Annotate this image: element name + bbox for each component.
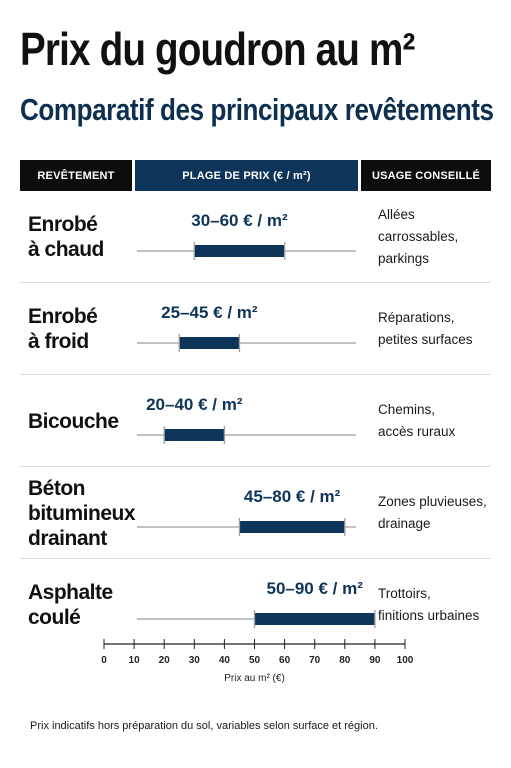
range-label: 50–90 € / m² xyxy=(266,579,363,598)
row-usage: Réparations, petites surfaces xyxy=(378,310,473,347)
x-tick-label: 40 xyxy=(218,655,230,666)
chart-title: Prix du goudron au m² xyxy=(20,23,415,75)
row-name: Enrobé à froid xyxy=(28,305,98,353)
x-tick-label: 0 xyxy=(101,655,107,666)
range-bar xyxy=(194,245,284,257)
header-revetement: REVÊTEMENT xyxy=(20,160,132,191)
row-name: Bicouche xyxy=(28,409,119,433)
x-axis-label: Prix au m² (€) xyxy=(224,673,285,684)
row-usage: Allées carrossables, parkings xyxy=(378,207,459,266)
row-name: Enrobé à chaud xyxy=(28,213,104,261)
range-label: 45–80 € / m² xyxy=(243,487,341,506)
x-tick-label: 60 xyxy=(279,655,291,666)
chart-subtitle: Comparatif des principaux revêtements xyxy=(20,92,494,127)
range-bar xyxy=(164,429,224,441)
row-usage: Zones pluvieuses, drainage xyxy=(378,494,487,531)
x-tick-label: 50 xyxy=(248,655,261,666)
range-label: 30–60 € / m² xyxy=(191,211,288,230)
x-tick-label: 30 xyxy=(188,655,200,666)
row-name: Asphalte coulé xyxy=(28,581,113,629)
header-usage: USAGE CONSEILLÉ xyxy=(361,160,491,191)
range-bar xyxy=(239,521,344,533)
range-bar xyxy=(179,337,239,349)
row-usage: Trottoirs, finitions urbaines xyxy=(378,586,480,623)
range-bar xyxy=(255,613,375,625)
x-tick-label: 10 xyxy=(128,655,140,666)
row-name: Béton bitumineux drainant xyxy=(28,476,136,550)
x-tick-label: 20 xyxy=(158,655,170,666)
x-tick-label: 90 xyxy=(369,655,381,666)
header-plage-prix: PLAGE DE PRIX (€ / m²) xyxy=(135,160,358,191)
footnote: Prix indicatifs hors préparation du sol, variables selon surface et région. xyxy=(30,720,378,732)
x-tick-label: 70 xyxy=(309,655,321,666)
range-label: 20–40 € / m² xyxy=(146,395,243,414)
x-tick-label: 100 xyxy=(396,655,414,666)
x-tick-label: 80 xyxy=(339,655,351,666)
row-usage: Chemins, accès ruraux xyxy=(378,402,456,439)
range-label: 25–45 € / m² xyxy=(161,303,258,322)
